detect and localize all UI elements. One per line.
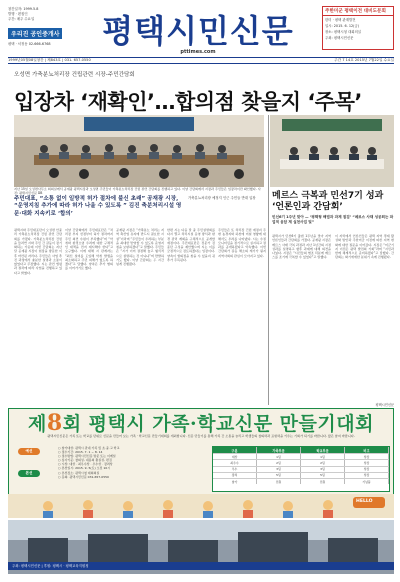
lead-body-column: 주민들은 또 처리장 건립 예정지 주변 농경지와 하천에 미칠 영향에 대해서도 우려를 나타냈다. 시는 수질 모니터링을 정기적으로 실시하고 결과를 공개하겠다고 약속했다. 이번 간담회가 갈등 해소의 계기가 될지 지역사회의 관심이 모아지고 있다. [218,228,266,258]
hello-sign: HELLO [356,499,373,504]
table-row [213,466,389,472]
children-drawing [8,494,394,518]
contest-title-suffix: 회 평택시 가족·학교신문 만들기대회 [62,413,374,435]
table-cell: 우수 [213,467,257,472]
table-cell: 상장 [345,473,389,478]
award-table-header-cell: 학교부문 [301,447,345,453]
plan-line: ○ 본선장소: 평택시청 대회의실 [58,470,100,475]
lead-subheadline: 주민대표, “소통 없이 일방적 허가 절차에 불신 초래” 공재광 시장, “운영지침 추가에 따라 허가 나올 수 있도록 ” 김진 축분처리시설 영문·대화 지속키로 ‘합의’ [14,196,182,217]
realtor-ad-contact: 평택 · 서정동 02-666-6768 [8,42,51,46]
contest-title-number: 8 [46,410,63,436]
lead-body-column: 한편 시는 다음 달 중 주민설명회를 다시 열고 처리시설 운영 방식과 환경 관리 계획을 구체적으로 공개할 예정이다. 주민대표단은 전문가 검증단 구성을 제안했으며 시는 이를 긍정적으로 검토하겠다는 입장이다. 양측이 합의점을 찾을 수 있을지 귀추가 주목된다. [167,228,215,262]
forum-ad-row: 주최: 평택시민신문 [325,35,354,40]
column-divider [268,115,269,405]
forum-ad-box[interactable] [322,6,394,50]
table-cell: 5팀 [257,473,301,478]
press-meeting-illustration [270,115,394,187]
meeting-photo-caption: 지난 15일 오성면사무소 회의실에서 공재광 평택시장과 오성면 주민들이 가축분뇨처리장 건립 관련 간담회를 진행하고 있다. 이날 간담회에서 시장과 주민들은 입장차이만 확인했다. 사진: 평택시민신문 DB [14,187,261,195]
lead-body-column: 공재광 시장은 “가축분뇨 처리는 지역 축산업 유지에 반드시 필요한 시설”이라며 “주민들이 우려하는 부분을 최대한 반영할 수 있도록 운영지침을 보완하겠다”고 말했다. 주민들은 “시가 이미 결정해 놓고 형식적으로 설명하는 것 아니냐”며 반발하기도 했다. 이날 간담회는 두 시간 넘게 진행됐다. [116,228,164,266]
table-cell: 상장 [345,460,389,465]
lead-headline[interactable]: 입장차 ‘재확인’…합의점 찾을지 ‘주목’ [14,90,362,114]
plan-line: ○ 본선일시: 2015. 9. 5(토) 오전 10시 [58,466,111,471]
award-table-header-cell: 구분 [213,447,257,453]
meeting-photo [14,115,264,187]
table-cell: 장려 [213,473,257,478]
lead-body-column: 이날 간담회에서 주민대표단은 “처리장 부지 선정부터 허가 절차까지 주민 의견 수렴이 부족했다”며 “악취와 환경오염 우려에 대한 구체적인 대책을 먼저 제시해야 한다”고 요구했다. 이에 대해 시 관계자는 “최신 설비를 도입해 악취 발생을 최소화하고 주민 피해가 없도록 하겠다”고 답했다. 양측은 추가 협의를 이어가기로 했다. [65,228,113,271]
masthead-info-line: 주간: 매주 수요일 [8,17,35,21]
right-story-byline: 평택시민신문 [375,403,394,407]
table-cell: 참가 [213,479,257,484]
table-row [213,472,389,478]
issue-date: 주간 7 14호 2015년 7월22일 수요일 [334,58,394,62]
table-cell: 3팀 [257,467,301,472]
table-cell: 2팀 [301,460,345,465]
plan-line: ○ 접수방법: 평택시민신문 방문 또는 이메일 [58,454,116,459]
meeting-photo-illustration [14,115,264,187]
newspaper-url[interactable]: pttimes.com [180,49,216,55]
issue-info: 1999년05월08일창간 | 제843호 | 031. 657.0550 [8,58,91,62]
lead-kicker: 오성면 가축분뇨처리장 건립관련 시장-주민간담회 [14,72,135,78]
table-cell: 상장 [345,467,389,472]
table-cell: 1팀 [301,454,345,459]
table-cell: 5팀 [301,473,345,478]
table-cell: 대상 [213,454,257,459]
table-cell: 2팀 [257,460,301,465]
forum-ad-row: 장소: 평택시청 대회의실 [325,29,362,34]
table-cell: 기념품 [345,479,389,484]
right-story-headline[interactable]: 메르스 극복과 민선7기 성과 ‘언론인과 간담회’ [272,191,384,212]
realtor-ad-badge[interactable]: 우리진 공인중개사 [8,28,62,39]
right-story-column: 이 자리에서 언론인들은 평택 지역 경제 활성화 방안과 주한미군 이전에 따른 지역 변화에 대한 질문을 이어갔다. 시장은 “미군기지 이전은 평택 발전의 기회”라며 “시민과 함께 체계적으로 준비하겠다”고 답했다. 간담회는 화기애애한 분위기 속에 진행됐다. [335,234,394,260]
award-table [212,446,390,492]
award-table-header-cell: 비고 [345,447,389,453]
plan-line: ○ 문의: 평택시민신문 031-657-0550 [58,474,109,479]
table-cell: 전원 [301,479,345,484]
plan-line: ○ 시상: 대상 · 최우수상 · 우수상 · 장려상 [58,462,113,467]
table-cell: 3팀 [301,467,345,472]
award-table-header-cell: 가족부문 [257,447,301,453]
prelim-label: 예선 [18,448,40,455]
lead-side-note: 가축분뇨처리장 예정지 인근 주민들 반대 입장 [188,196,256,200]
table-row [213,459,389,465]
table-cell: 전원 [257,479,301,484]
masthead-info-line: 발행 · 편집인 [8,12,28,16]
contest-plan [58,446,208,479]
right-story-subheadline: 민선6기 1주년 맞아 — ‘평택형 해법과 과제 점검’ “메르스 사태 성공회는 파업적 응답 제 실천사업 및” [272,215,394,224]
masthead-info-line: 창간일자: 1999.5.8 [8,7,39,11]
contest-title-prefix: 제 [28,413,47,435]
right-story-column: 평택시가 민선6기 출범 1주년을 맞아 지역 언론인들과 간담회를 가졌다. 공재광 시장은 메르스 사태 극복 과정과 지난 1년간의 시정 성과를 설명하고 향후 과제에 대해 의견을 나눴다. 시장은 “시민들의 협조 덕분에 메르스를 조기에 극복할 수 있었다”고 말했다. [272,234,331,260]
forum-ad-title: 주한미군 평택이전 대비도문회 [323,7,393,16]
forum-ad-row: 한미 · 평택 관계발전 [325,17,356,22]
table-row [213,478,389,484]
award-table-header [213,447,389,453]
plan-line: ○ 참가대상: 평택시 관내 가족 및 초·중·고 학교 [58,446,120,450]
forum-ad-row: 일시: 2015. 6. 12(금) [325,23,360,28]
contest-intro: 평택시민신문은 가족 또는 학교를 단위로 신문을 만들어 보는 가족 · 학교신문 만들기대회를 개최합니다. 신문 만들기를 통해 가족 간 소통을 늘리고 학생들의 창의력과 표현력을 키우는 기회가 되기를 바랍니다. 많은 참여 바랍니다. [47,434,355,438]
children-illustration [8,494,394,518]
table-cell: 1팀 [257,454,301,459]
dateline [8,57,394,64]
table-row [213,453,389,459]
press-meeting-photo [270,115,394,187]
plan-line: ○ 접수기간: 2015. 7. 1 ~ 8. 14 [58,450,103,455]
plan-line: ○ 심사기준: 창의성, 내용의 충실성, 편집 [58,458,112,463]
final-label: 본선 [18,470,40,477]
masthead-info [8,6,70,58]
contest-title[interactable] [8,409,394,436]
lead-body-column: 평택시와 주민대표단이 오성면 안중리 가축분뇨처리장 건립 관련 간담회를 가졌다. 가축분뇨처리장 건립을 둘러싼 시와 주민 간 갈등이 장기화되는 가운데 이번 간담회는 지난달 공재광 시장이 현장을 방문한 이후 마련된 자리다. 주민들은 사업 추진 과정에서 충분한 설명과 소통이 없었다고 주장했다. 시는 관련 법령과 절차에 따라 사업을 진행하고 있다고 밝혔다. [14,228,62,275]
footer-sponsor-bar: 주최: 평택시민신문 | 후원: 평택시 · 평택교육지원청 [8,562,394,570]
table-cell: 최우수 [213,460,257,465]
newspaper-title[interactable]: 평택시민신문 [102,12,294,50]
table-cell: 상장 [345,454,389,459]
